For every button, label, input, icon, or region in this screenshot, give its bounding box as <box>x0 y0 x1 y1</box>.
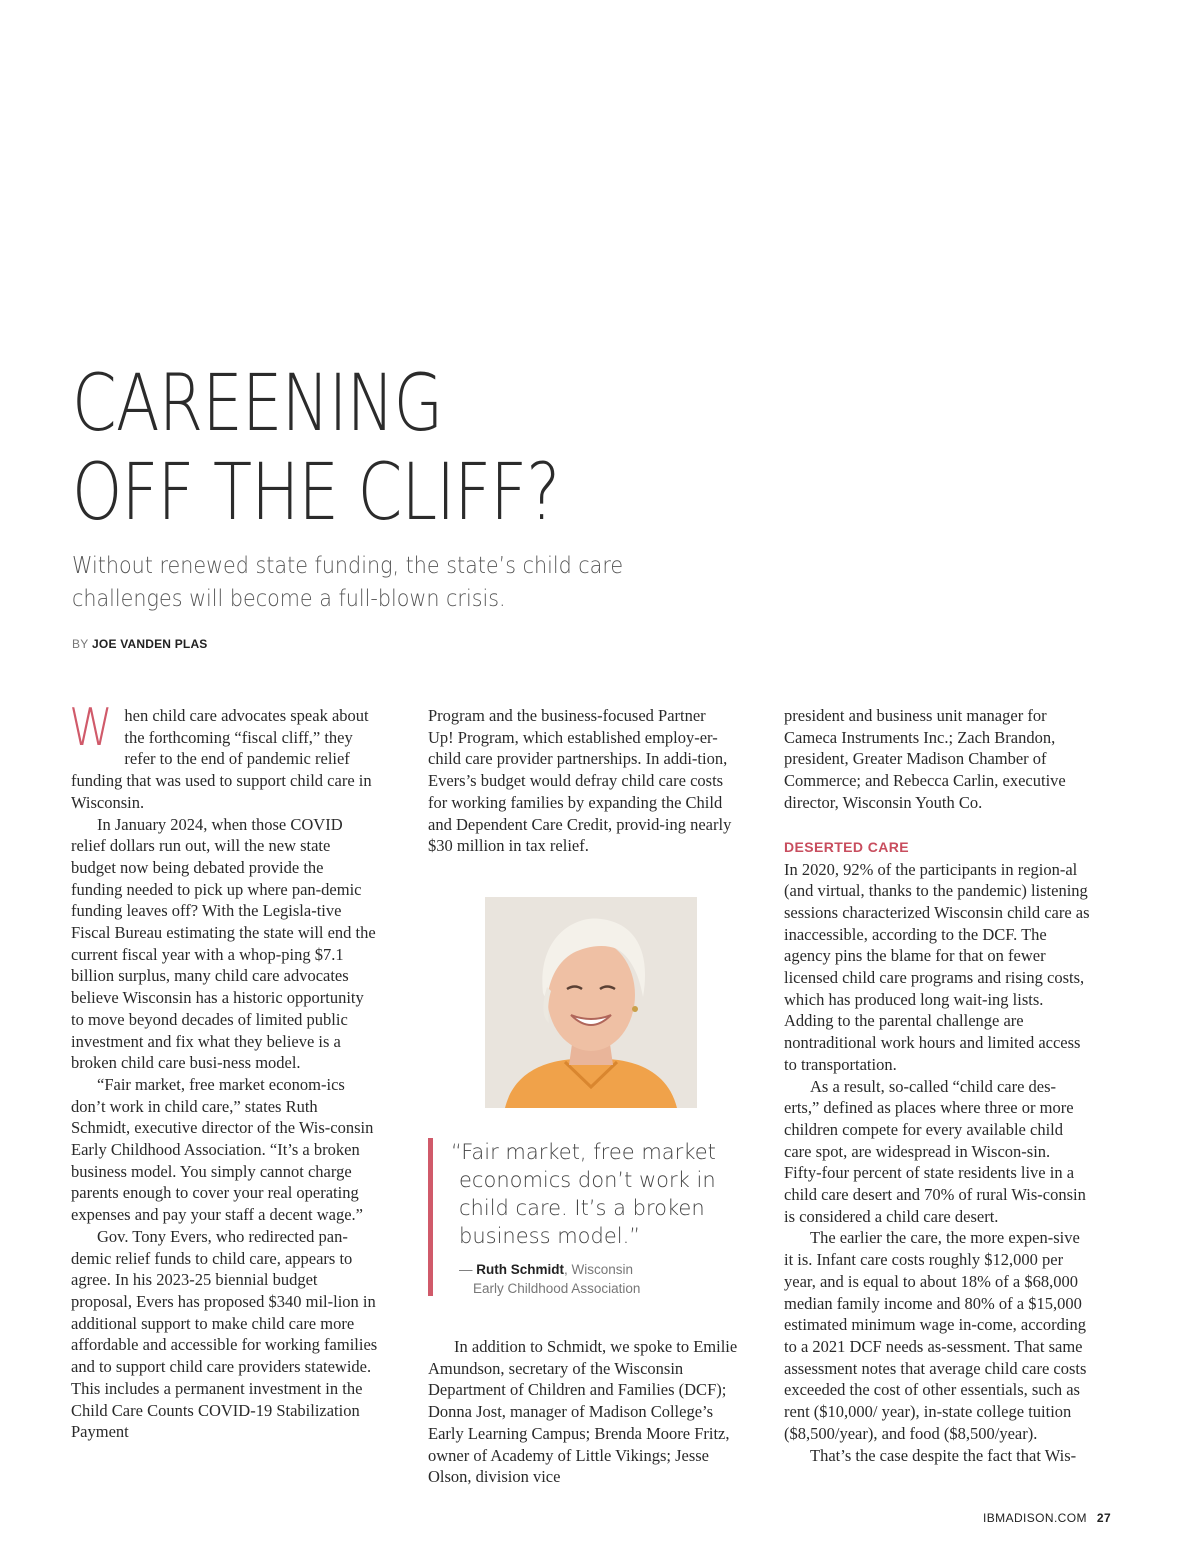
paragraph: Gov. Tony Evers, who redirected pan-demic relief funds to child care, appears to agree. In his 2023-25 biennial budget proposal, Evers has proposed $340 mil-lion in additional support to make child care more affordable and accessible for working families and to support child care providers statewide. This includes a permanent investment in the Child Care Counts COVID-19 Stabilization Payment <box>71 1226 378 1442</box>
headline <box>72 360 832 538</box>
byline-prefix: BY <box>72 637 89 651</box>
pull-quote-line: child care. It’s a broken <box>459 1196 705 1220</box>
pull-quote-line: “Fair market, free market <box>451 1140 716 1164</box>
article-column-1 <box>69 698 378 1443</box>
byline <box>72 637 208 651</box>
paragraph-intro <box>69 698 378 814</box>
headline-line-1: CAREENING <box>72 359 443 449</box>
article-column-2 <box>428 705 735 857</box>
paragraph: Program and the business-focused Partner Up! Program, which established employ-er-child care provider partnerships. In addi-tion, Evers’s budget would defray child care costs for working families by expanding the Child and Dependent Care Credit, provid-ing nearly $30 million in tax relief. <box>428 706 732 856</box>
dek-line-2: challenges will become a full-blown crisis. <box>72 586 506 612</box>
paragraph: That’s the case despite the fact that Wis- <box>810 1445 1077 1465</box>
paragraph: In addition to Schmidt, we spoke to Emilie Amundson, secretary of the Wisconsin Department of Children and Families (DCF); Donna Jost, manager of Madison College’s Early Learning Campus; Brenda Moore Fritz, owner of Academy of Little Vikings; Jesse Olson, division vice <box>428 1337 738 1487</box>
paragraph-intro-text: hen child care advocates speak about the forthcoming “fiscal cliff,” they refer to the end of pandemic relief funding that was used to support child care in Wisconsin. <box>71 706 372 812</box>
paragraph: As a result, so-called “child care des-erts,” defined as places where three or more children compete for every available child care spot, are widespread in Wiscon-sin. Fifty-four percent of state residents live in a child care desert and 70% of rural Wis-consin is considered a child care desert. <box>784 1076 1086 1226</box>
paragraph: In January 2024, when those COVID relief dollars run out, will the new state budget now being debated provide the funding needed to pick up where pan-demic funding leaves off? With the Legisla-tive Fiscal Bureau estimating the state will end the current fiscal year with a whop-ping $7.1 billion surplus, many child care advocates believe Wisconsin has a historic opportunity to move beyond decades of limited public investment and fix what they believe is a broken child care busi-ness model. <box>71 814 376 1073</box>
pull-quote-line: business model.” <box>459 1224 641 1248</box>
pull-quote <box>428 1138 728 1296</box>
pull-quote-text <box>451 1138 728 1250</box>
attribution-name: Ruth Schmidt <box>476 1262 565 1277</box>
article-column-3 <box>784 705 1091 1466</box>
headline-line-2: OFF THE CLIFF? <box>72 448 560 538</box>
page-number: 27 <box>1096 1511 1112 1525</box>
byline-author: JOE VANDEN PLAS <box>92 637 208 651</box>
paragraph: president and business unit manager for Cameca Instruments Inc.; Zach Brandon, president, Greater Madison Chamber of Commerce; and Rebecca Carlin, executive director, Wisconsin Youth Co. <box>784 706 1066 812</box>
page-footer <box>983 1511 1111 1525</box>
pull-quote-attribution <box>451 1260 728 1298</box>
article-column-2-continued <box>428 1336 740 1488</box>
attribution-dash: — <box>459 1262 477 1277</box>
drop-cap: W <box>69 698 113 758</box>
paragraph: In 2020, 92% of the participants in region-al (and virtual, thanks to the pandemic) listening sessions characterized Wisconsin child care as inaccessible, according to the DCF. The agency pins the blame for that on fewer licensed child care programs and rising costs, which has produced long wait-ing lists. Adding to the parental challenge are nontraditional work hours and limited access to transportation. <box>784 859 1090 1074</box>
dek-subtitle <box>72 550 792 616</box>
section-subhead: DESERTED CARE <box>784 838 909 855</box>
paragraph: The earlier the care, the more expen-sive it is. Infant care costs roughly $12,000 per year, and is equal to about 18% of a $68,000 median family income and 80% of a $15,000 estimated minimum wage in-come, according to a 2021 DCF needs as-sessment. That same assessment notes that average child care costs exceeded the cost of other essentials, such as rent ($10,000/ year), in-state college tuition ($8,500/year), and food ($8,500/year). <box>784 1228 1087 1443</box>
attribution-title: , Wisconsin <box>564 1262 634 1277</box>
footer-site: IBMADISON.COM <box>983 1511 1087 1525</box>
paragraph: “Fair market, free market econom-ics don’t work in child care,” states Ruth Schmidt, executive director of the Wis-consin Early Childhood Association. “It’s a broken business model. You simply cannot charge parents enough to cover your real operating expenses and pay your staff a decent wage.” <box>71 1074 374 1225</box>
dek-line-1: Without renewed state funding, the state’s child care <box>72 553 624 579</box>
attribution-title-2: Early Childhood Association <box>473 1281 641 1296</box>
portrait-illustration <box>485 897 697 1108</box>
pull-quote-line: economics don’t work in <box>459 1168 716 1192</box>
portrait-photo <box>485 897 697 1108</box>
